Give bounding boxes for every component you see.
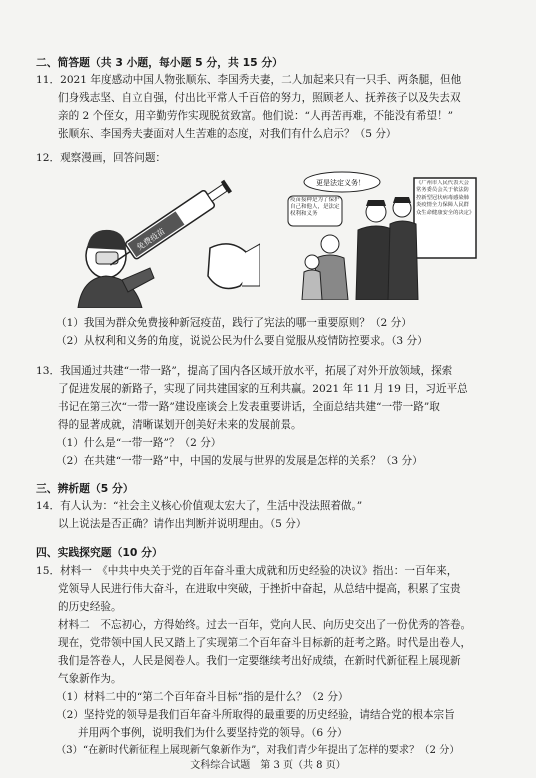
q15-line-2: 党领导人民进行伟大奋斗，在进取中突破，于挫折中奋起，从总结中提高，积累了宝贵 [58,583,461,595]
q13-line-4: 得的显著成就，清晰谋划开创美好未来的发展前景。 [58,419,302,431]
q15-line-3: 的历史经验。 [58,601,122,613]
speech-2-text: 疫苗接种是为了保护自己和他人，是法定权利和义务 [290,197,340,217]
q12-title: 12．观察漫画，回答问题： [36,152,167,164]
q11-line-4: 张顺东、李国秀夫妻面对人生苦难的态度，对我们有什么启示？（5 分） [58,128,397,140]
q15-sub-3: （3）“在新时代新征程上展现新气象新作为”，对我们青少年提出了怎样的要求？（2 分） [56,745,460,756]
child-body [302,270,322,300]
mother-head [321,235,339,253]
officer-1-cap [366,200,386,206]
q15-line-7: 气象新作为。 [58,673,122,685]
q15-sub-2-cont: 并用两个事例，说明我们为什么要坚持党的领导。（6 分） [78,727,348,739]
q15-line-1: 15．材料一 《中共中央关于党的百年奋斗重大成就和历史经验的决议》指出：一百年来， [36,565,458,577]
q11-line-3: 亲的 2 个侄女，用辛勤劳作实现脱贫致富。他们说：“人再苦再难，不能没有希望！” [58,110,454,122]
q12-sub-2: （2）从权利和义务的角度，说说公民为什么要自觉服从疫情防控要求。（3 分） [56,335,428,347]
speech-1-text: 更是法定义务！ [316,179,365,187]
page-footer: 文科综合试题 第 3 页（共 8 页） [190,760,346,771]
law-board-text: 《广州市人民代表大会常务委员会关于依法防控新型冠状病毒感染肺炎疫情全力保障人民群众生命健康安全的决定》 [416,180,474,216]
child-head [305,255,319,269]
q15-line-5: 现在，党带领中国人民又踏上了实现第二个百年奋斗目标新的赶考之路。时代是出卷人， [58,637,472,649]
q14-line-1: 14．有人认为：“社会主义核心价值观太宏大了，生活中没法照着做。” [36,500,363,512]
q13-sub-1: （1）什么是“一带一路”？（2 分） [56,437,222,449]
section-4-title: 四、实践探究题（10 分） [36,546,163,559]
q15-sub-2: （2）坚持党的领导是我们百年奋斗所取得的最重要的历史经验，请结合党的根本宗旨 [56,709,455,721]
q15-line-6: 我们是答卷人，人民是阅卷人。我们一定要继续考出好成绩，在新时代新征程上展现新 [58,655,461,667]
officer-2-body [388,221,418,300]
q13-line-3: 书记在第三次“一带一路”建设座谈会上发表重要讲话，全面总结共建“一带一路”取 [58,401,440,413]
q15-sub-1: （1）材料二中的“第二个百年奋斗目标”指的是什么？（2 分） [56,691,349,703]
q13-line-2: 了促进发展的新路子，实现了同共建国家的互利共赢。2021 年 11 月 19 日，习近平总 [58,383,468,395]
officer-2-cap [393,197,411,203]
q14-line-2: 以上说法是否正确？请作出判断并说明理由。（5 分） [58,518,307,530]
q11-line-2: 们身残志坚、自立自强，付出比平常人千百倍的努力，照顾老人、抚养孩子以及失去双 [58,92,461,104]
q13-sub-2: （2）在共建“一带一路”中，中国的发展与世界的发展是怎样的关系？（3 分） [56,455,423,467]
q12-sub-1: （1）我国为群众免费接种新冠疫苗，践行了宪法的哪一重要原则？（2 分） [56,317,412,329]
syringe-label: 免费疫苗 [135,226,167,253]
q15-line-4: 材料二 不忘初心，方得始终。过去一百年，党向人民、向历史交出了一份优秀的答卷。 [58,619,472,631]
section-3-title: 三、辨析题（5 分） [36,482,134,495]
q13-line-1: 13．我国通过共建“一带一路”，提高了国内各区域开放水平，拓展了对外开放领域，探索 [36,365,453,377]
vaccine-cartoon [60,168,260,308]
section-2-title: 二、简答题（共 3 小题，每小题 5 分，共 15 分） [36,56,283,69]
law-cartoon [284,168,480,300]
q11-line-1: 11．2021 年度感动中国人物张顺东、李国秀夫妻，二人加起来只有一只手、两条腿，但他 [36,74,462,86]
